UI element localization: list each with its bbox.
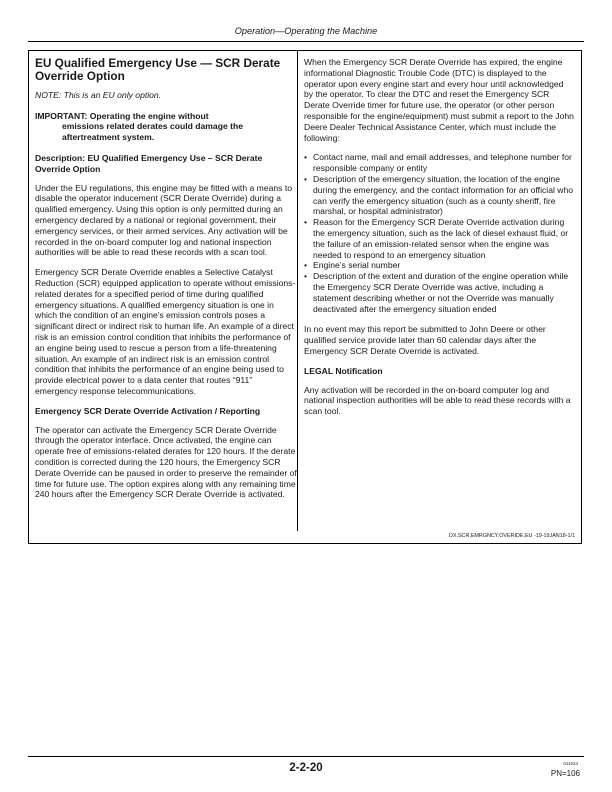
list-item: • Description of the emergency situation, the location of the engine during the emergency, and the contact information for an official who can verify the emergency situation (such as a county sheriff, fire marshal, or hospital administrator) — [304, 174, 574, 217]
expiry-paragraph: When the Emergency SCR Derate Override has expired, the engine informational Diagnostic Trouble Code (DTC) is displayed to the operator upon every engine start and every hour until acknowledged by the operator. To clear the DTC and reset the Emergency SCR Derate Override timer for future use, the operator (or other person responsible for the engine/equipment) must submit a report to the John Deere Dealer Technical Assistance Center, which must include the following: — [304, 57, 574, 143]
important-notice-text: emissions related derates could damage the aftertreatment system. — [62, 121, 244, 143]
header-rule — [28, 41, 584, 42]
footer-rule — [28, 756, 584, 757]
eu-regulations-paragraph: Under the EU regulations, this engine may be fitted with a means to disable the operator inducement (SCR Derate Override) during a qualified emergency. Using this option is only permitted during an emergency declared by a national or regional government, their emergency services, or their armed services. Any activation will be recorded in the on-board computer log and national inspection authorities will be able to read these records with a scan tool. — [35, 182, 292, 258]
legal-notification-paragraph: Any activation will be recorded in the on-board computer log and national inspection authorities will be able to read these records with a scan tool. — [304, 384, 571, 417]
legal-notification-heading: LEGAL Notification — [304, 365, 383, 376]
pn-number: PN=106 — [550, 769, 580, 778]
column-divider — [297, 51, 298, 531]
list-item: • Engine’s serial number — [304, 260, 574, 271]
list-item: • Reason for the Emergency SCR Derate Override activation during the emergency situation, such as the lack of diesel exhaust fluid, or the failure of an emission-related sensor when the engine was needed to respond to an emergency situation — [304, 217, 574, 260]
description-heading: Description: EU Qualified Emergency Use – SCR Derate Override Option — [35, 153, 263, 174]
left-column — [35, 51, 297, 509]
list-item: • Contact name, mail and email addresses, and telephone number for responsible company or entity — [304, 152, 574, 174]
override-explanation-paragraph: Emergency SCR Derate Override enables a Selective Catalyst Reduction (SCR) equipped application to operate without emissions-related derates for a specified period of time during qualified emergency situations. A qualified emergency situation is one in which the condition of an engine's emission controls poses a significant direct or indirect risk to human life. An example of a direct risk is an emission control condition that inhibits the performance of an engine being used to rescue a person from a life-threatening situation. An example of an indirect risk is an emission control condition that inhibits the performance of an engine being used to provide electrical power to a data center that routes “911” emergency response telecommunications. — [35, 267, 296, 396]
document-reference: DX,SCR,EMRGNCY,OVERIDE,EU -19-19JAN18-1/1 — [448, 533, 575, 539]
report-deadline-paragraph: In no event may this report be submitted to John Deere or other qualified service provide later than 60 calendar days after the Emergency SCR Derate Override is activated. — [304, 324, 546, 356]
activation-heading: Emergency SCR Derate Override Activation / Reporting — [35, 405, 261, 416]
page-number: 2-2-20 — [289, 762, 323, 774]
content-frame — [28, 50, 582, 544]
list-item: • Description of the extent and duration of the engine operation while the Emergency SCR Derate Override was active, including a statement describing whether or not the Override was manually deactivated after the emergency situation ended — [304, 271, 574, 314]
page-header-title: Operation—Operating the Machine — [234, 26, 378, 36]
activation-paragraph: The operator can activate the Emergency SCR Derate Override through the operator interface. Once activated, the engine can operate free of emissions-related derates for 120 hours. If the derate condition is corrected during the 120 hours, the Emergency SCR Derate Override can be paused in order to preserve the remainder of time for future use. The option expires along with any remaining time 240 hours after the Emergency SCR Derate Override is activated. — [35, 424, 297, 500]
footer-small-code: 011524 — [563, 761, 578, 766]
section-title: EU Qualified Emergency Use — SCR Derate Override Option — [35, 56, 281, 84]
report-requirements-list — [304, 152, 574, 314]
eu-only-note: NOTE: This is an EU only option. — [35, 89, 162, 100]
important-notice-heading: IMPORTANT: Operating the engine without — [35, 110, 209, 121]
right-column — [304, 51, 574, 426]
